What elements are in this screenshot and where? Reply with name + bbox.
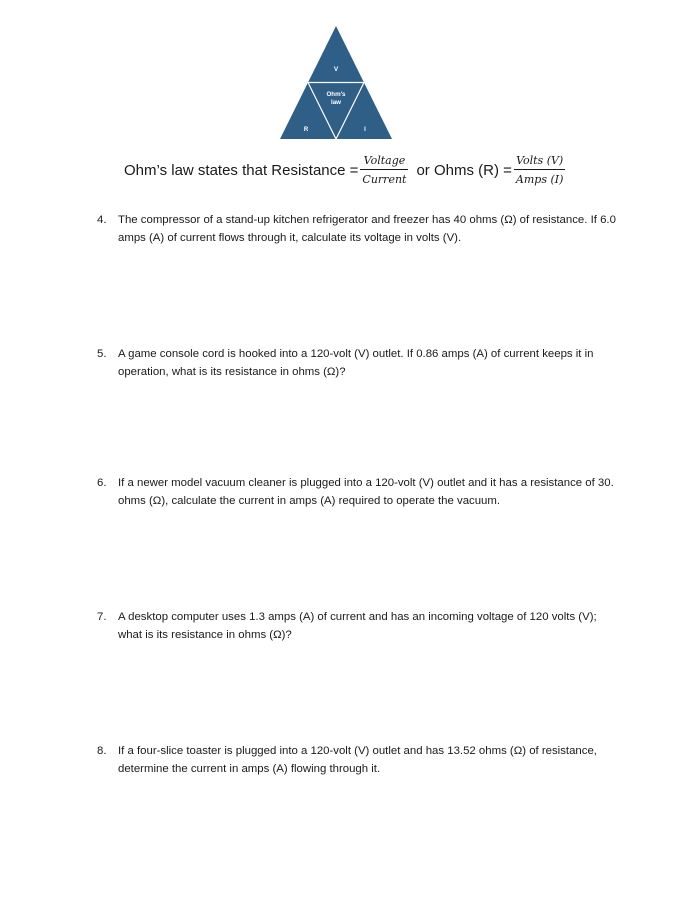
fraction-volts-over-amps <box>514 155 566 185</box>
question-item <box>97 346 622 381</box>
question-text: A desktop computer uses 1.3 amps (A) of current and has an incoming voltage of 120 volts (V); what is its resistance in ohms (Ω)? <box>118 611 597 641</box>
question-text: If a four-slice toaster is plugged into a 120-volt (V) outlet and has 13.52 ohms (Ω) of resistance, determine the current in amps (A) flowing through it. <box>118 745 597 775</box>
fraction-numerator: Voltage <box>363 154 406 167</box>
ohms-law-formula <box>124 152 569 188</box>
formula-middle: or Ohms (R) = <box>416 161 512 179</box>
question-number: 6. <box>97 477 107 489</box>
question-number: 4. <box>97 214 107 226</box>
question-item <box>97 609 622 644</box>
voltage-letter: V <box>333 66 339 73</box>
current-letter: I <box>364 127 366 133</box>
fraction-numerator: Volts (V) <box>516 154 564 167</box>
center-label-line1: Ohm's <box>326 91 346 98</box>
question-item <box>97 212 622 247</box>
question-number: 5. <box>97 348 107 360</box>
ohms-law-triangle-graphic <box>280 26 392 140</box>
question-text: If a newer model vacuum cleaner is plugged into a 120-volt (V) outlet and it has a resistance of 30. ohms (Ω), calculate the current in amps (A) required to operate the vacuum. <box>118 477 614 507</box>
center-label-line2: law <box>331 99 341 106</box>
question-text: The compressor of a stand-up kitchen refrigerator and freezer has 40 ohms (Ω) of resistance. If 6.0 amps (A) of current flows through it, calculate its voltage in volts (V). <box>118 214 616 244</box>
fraction-denominator: Amps (I) <box>515 173 564 186</box>
fraction-denominator: Current <box>362 173 407 186</box>
ohms-law-triangle <box>280 26 392 140</box>
question-text: A game console cord is hooked into a 120-volt (V) outlet. If 0.86 amps (A) of current keeps it in operation, what is its resistance in ohms (Ω)? <box>118 348 594 378</box>
question-item <box>97 743 622 778</box>
formula-intro: Ohm’s law states that Resistance = <box>124 161 359 179</box>
resistance-letter: R <box>303 127 309 133</box>
question-number: 7. <box>97 611 107 623</box>
fraction-voltage-over-current <box>360 155 408 185</box>
question-number: 8. <box>97 745 107 757</box>
question-item <box>97 475 622 510</box>
